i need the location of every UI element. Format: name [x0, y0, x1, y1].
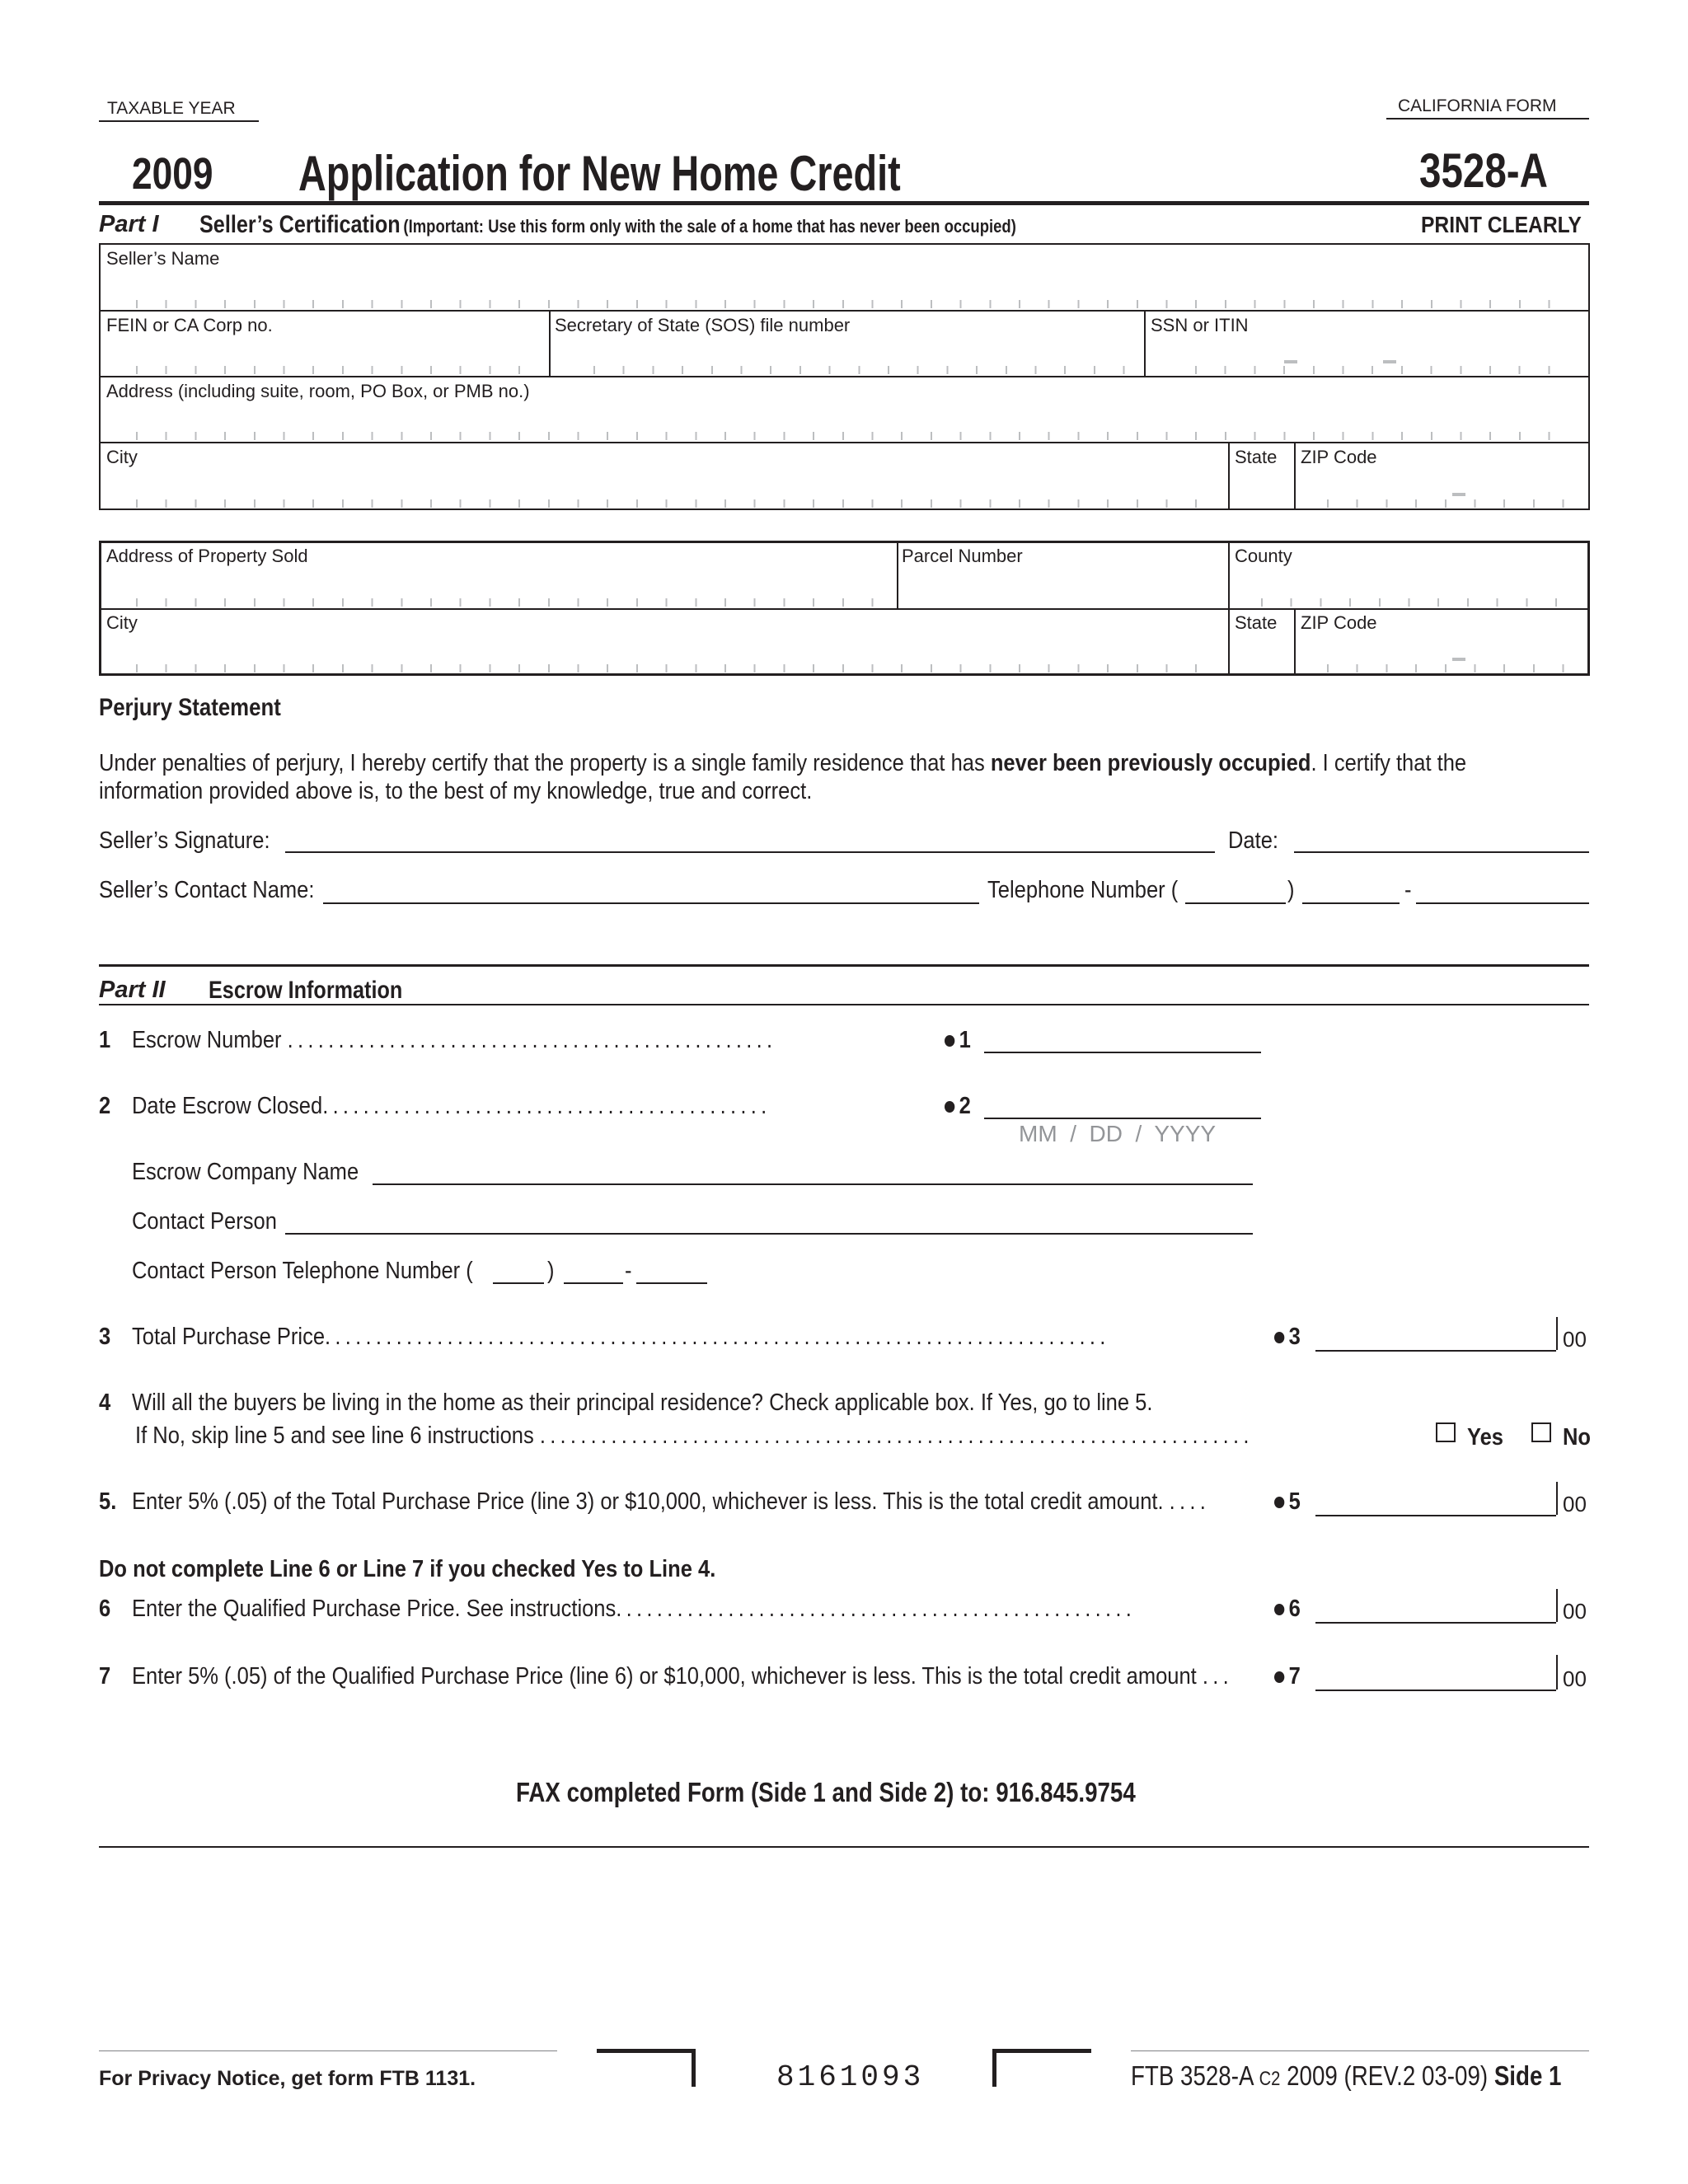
line1-number: 1 [99, 1027, 111, 1053]
contact-person-field[interactable] [285, 1205, 1253, 1235]
part2-top-rule [99, 964, 1589, 967]
line3-label-text: Total Purchase Price [132, 1324, 326, 1350]
parcel-field[interactable] [898, 560, 1226, 607]
county-label: County [1235, 546, 1292, 566]
zip-label: ZIP Code [1301, 447, 1377, 467]
contact-name-field[interactable] [323, 874, 979, 904]
property-city-label: City [106, 612, 138, 633]
line3-cents-divider [1556, 1317, 1558, 1350]
line2-ref-number: 2 [959, 1093, 971, 1119]
footer-right-rule [1131, 2050, 1589, 2051]
property-state-label: State [1235, 612, 1278, 633]
signature-label: Seller’s Signature: [99, 827, 270, 854]
line4-number: 4 [99, 1390, 111, 1416]
fein-label: FEIN or CA Corp no. [106, 315, 273, 335]
footer-left-rule [99, 2050, 557, 2051]
zip-dash [1452, 493, 1465, 496]
line6-number: 6 [99, 1596, 111, 1622]
sellers-name-ticks [136, 300, 1562, 308]
date-label: Date: [1228, 827, 1279, 854]
perjury-text-bold: never been previously occupied [990, 750, 1311, 776]
line6-label [132, 1596, 1136, 1623]
part1-important-note: (Important: Use this form only with the sale of a home that has never been occupied) [403, 216, 1016, 237]
yes-checkbox[interactable] [1436, 1422, 1456, 1442]
property-state-field[interactable] [1230, 628, 1292, 673]
part2-heading: Escrow Information [209, 977, 403, 1004]
line5-cents-divider [1556, 1482, 1558, 1515]
ssn-dash-2 [1383, 360, 1396, 363]
parcel-label: Parcel Number [902, 546, 1023, 566]
escrow-company-label: Escrow Company Name [132, 1159, 359, 1185]
perjury-statement-line1 [99, 750, 1466, 777]
line3-number: 3 [99, 1324, 111, 1350]
line2-bullet-icon [945, 1101, 954, 1113]
line1-label [132, 1027, 776, 1054]
ssn-dash-1 [1284, 360, 1297, 363]
line5-bullet-icon [1274, 1497, 1284, 1508]
line1-leader-dots: ................................................ [287, 1027, 777, 1053]
line3-bullet-icon [1274, 1332, 1284, 1343]
sos-ticks [593, 366, 1142, 374]
line2-label [132, 1093, 771, 1120]
form-title: Application for New Home Credit [298, 146, 901, 201]
yes-label: Yes [1467, 1424, 1503, 1451]
line5-label-text: Enter 5% (.05) of the Total Purchase Price (line 3) or $10,000, whichever is less. This is the total credit amount. [132, 1488, 1164, 1515]
header-rule [99, 201, 1589, 205]
property-zip-label: ZIP Code [1301, 612, 1377, 633]
ssn-ticks [1195, 366, 1558, 374]
line7-label-text: Enter 5% (.05) of the Qualified Purchase Price (line 6) or $10,000, whichever is less. This is the total credit amount [132, 1663, 1197, 1690]
sos-label: Secretary of State (SOS) file number [555, 315, 851, 335]
line3-leader-dots: ............................................................................. [325, 1324, 1110, 1350]
telephone-area-field[interactable] [1185, 874, 1286, 904]
property-address-label: Address of Property Sold [106, 546, 308, 566]
registration-mark-right [992, 2049, 1091, 2087]
zip-ticks [1327, 499, 1566, 508]
address-ticks [136, 432, 1562, 440]
telephone-label: Telephone Number ( [987, 877, 1179, 903]
perjury-heading: Perjury Statement [99, 694, 281, 721]
line1-bullet-icon [945, 1035, 954, 1047]
line4-label-b [135, 1422, 1254, 1450]
line5-ref-number: 5 [1288, 1488, 1301, 1515]
line7-leader-dots: ... [1202, 1663, 1233, 1690]
city-label: City [106, 447, 138, 467]
state-field[interactable] [1230, 462, 1292, 508]
part2-label: Part II [99, 977, 166, 1003]
line5-number: 5. [99, 1488, 117, 1515]
telephone-prefix-field[interactable] [1302, 874, 1400, 904]
fax-rule [99, 1846, 1589, 1848]
part2-heading-rule [99, 1004, 1589, 1005]
contact-phone-label: Contact Person Telephone Number ( [132, 1258, 473, 1284]
line3-ref [1274, 1324, 1301, 1351]
no-label: No [1563, 1424, 1592, 1451]
form-year: 2009 [132, 149, 213, 199]
line3-ref-number: 3 [1288, 1324, 1301, 1350]
sellers-name-label: Seller’s Name [106, 248, 220, 269]
county-ticks [1261, 598, 1574, 607]
property-zip-ticks [1327, 664, 1566, 673]
address-label: Address (including suite, room, PO Box, or PMB no.) [106, 381, 530, 401]
line5-leader-dots: .... [1169, 1488, 1211, 1515]
line5-ref [1274, 1488, 1301, 1516]
california-form-rule [1386, 118, 1589, 120]
line6-cents-divider [1556, 1589, 1558, 1622]
ssn-label: SSN or ITIN [1151, 315, 1249, 335]
form-side: Side 1 [1493, 2060, 1562, 2091]
property-row-divider [99, 608, 1590, 610]
contact-phone-line-field[interactable] [636, 1254, 707, 1284]
form-id-c2: C2 [1259, 2068, 1281, 2090]
property-city-ticks [136, 664, 1207, 673]
line2-label-text: Date Escrow Closed [132, 1093, 323, 1119]
no-checkbox[interactable] [1531, 1422, 1551, 1442]
line2-ref [945, 1093, 971, 1120]
line1-label-text: Escrow Number [132, 1027, 282, 1053]
contact-person-label: Contact Person [132, 1208, 277, 1235]
taxable-year-rule [99, 120, 259, 122]
line4-label-b-text: If No, skip line 5 and see line 6 instructions [135, 1422, 534, 1449]
line7-ref [1274, 1663, 1301, 1690]
form-id-prefix: FTB 3528-A [1131, 2060, 1253, 2091]
telephone-close-paren: ) [1287, 877, 1295, 903]
contact-phone-dash: - [625, 1258, 632, 1284]
date-field[interactable] [1294, 824, 1589, 853]
total-purchase-price-field[interactable] [1315, 1320, 1556, 1352]
part1-label: Part I [99, 211, 159, 237]
date-format-hint: MM / DD / YYYY [1019, 1121, 1217, 1146]
telephone-dash: - [1404, 877, 1412, 903]
property-address-ticks [136, 598, 886, 607]
fax-instruction: FAX completed Form (Side 1 and Side 2) to: 916.845.9754 [516, 1777, 1136, 1807]
form-number: 3528-A [1419, 144, 1548, 198]
contact-phone-area-field[interactable] [493, 1254, 544, 1284]
contact-name-label: Seller’s Contact Name: [99, 877, 315, 903]
line4-leader-dots: ...................................................................... [539, 1422, 1254, 1449]
telephone-line-field[interactable] [1416, 874, 1589, 904]
signature-field[interactable] [285, 824, 1215, 853]
fein-ticks [136, 366, 540, 374]
line1-ref-number: 1 [959, 1027, 971, 1053]
date-escrow-closed-field[interactable] [984, 1091, 1261, 1119]
escrow-number-field[interactable] [984, 1025, 1261, 1053]
perjury-text-after: . I certify that the [1311, 750, 1467, 776]
perjury-text-before: Under penalties of perjury, I hereby certify that the property is a single family residence that has [99, 750, 991, 776]
qualified-credit-amount-field[interactable] [1315, 1660, 1556, 1691]
line7-cents-divider [1556, 1655, 1558, 1690]
seller-row-divider-2 [99, 376, 1590, 377]
line6-bullet-icon [1274, 1604, 1284, 1615]
line6-ref-number: 6 [1288, 1596, 1301, 1622]
print-clearly: PRINT CLEARLY [1421, 212, 1582, 237]
qualified-purchase-price-field[interactable] [1315, 1592, 1556, 1624]
property-zip-dash [1452, 658, 1465, 661]
line3-cents: 00 [1563, 1327, 1587, 1352]
line2-leader-dots: ............................................ [322, 1093, 771, 1119]
line7-number: 7 [99, 1663, 111, 1690]
form-id-suffix: 2009 (REV.2 03-09) [1287, 2060, 1489, 2091]
total-credit-amount-field[interactable] [1315, 1485, 1556, 1516]
line7-label [132, 1663, 1233, 1690]
escrow-company-field[interactable] [373, 1155, 1253, 1185]
line1-ref [945, 1027, 971, 1054]
part1-heading-text: Seller’s Certification [199, 211, 401, 238]
line6-ref [1274, 1596, 1301, 1623]
part1-heading [199, 211, 1016, 239]
line6-label-text: Enter the Qualified Purchase Price. See instructions [132, 1596, 617, 1622]
line5-cents: 00 [1563, 1492, 1587, 1516]
contact-phone-prefix-field[interactable] [564, 1254, 623, 1284]
line5-label [132, 1488, 1210, 1516]
line6-leader-dots: ................................................... [616, 1596, 1137, 1622]
line7-cents: 00 [1563, 1666, 1587, 1691]
form-identifier [1131, 2060, 1561, 2092]
line3-label [132, 1324, 1110, 1351]
line2-number: 2 [99, 1093, 111, 1119]
do-not-complete-note: Do not complete Line 6 or Line 7 if you checked Yes to Line 4. [99, 1556, 716, 1582]
seller-row-divider-1 [99, 310, 1590, 312]
contact-phone-close-paren: ) [547, 1258, 555, 1284]
line7-bullet-icon [1274, 1671, 1284, 1683]
privacy-notice: For Privacy Notice, get form FTB 1131. [99, 2067, 476, 2090]
barcode-number: 8161093 [776, 2060, 925, 2094]
taxable-year-label: TAXABLE YEAR [107, 99, 236, 118]
registration-mark-left [597, 2049, 696, 2087]
perjury-statement-line2: information provided above is, to the best of my knowledge, true and correct. [99, 778, 813, 804]
city-ticks [136, 499, 1207, 508]
line7-ref-number: 7 [1288, 1663, 1301, 1690]
line6-cents: 00 [1563, 1599, 1587, 1624]
line4-label-a: Will all the buyers be living in the home as their principal residence? Check applicable box. If Yes, go to line 5. [132, 1390, 1153, 1416]
california-form-label: CALIFORNIA FORM [1398, 96, 1557, 115]
state-label: State [1235, 447, 1278, 467]
seller-row-divider-3 [99, 442, 1590, 443]
